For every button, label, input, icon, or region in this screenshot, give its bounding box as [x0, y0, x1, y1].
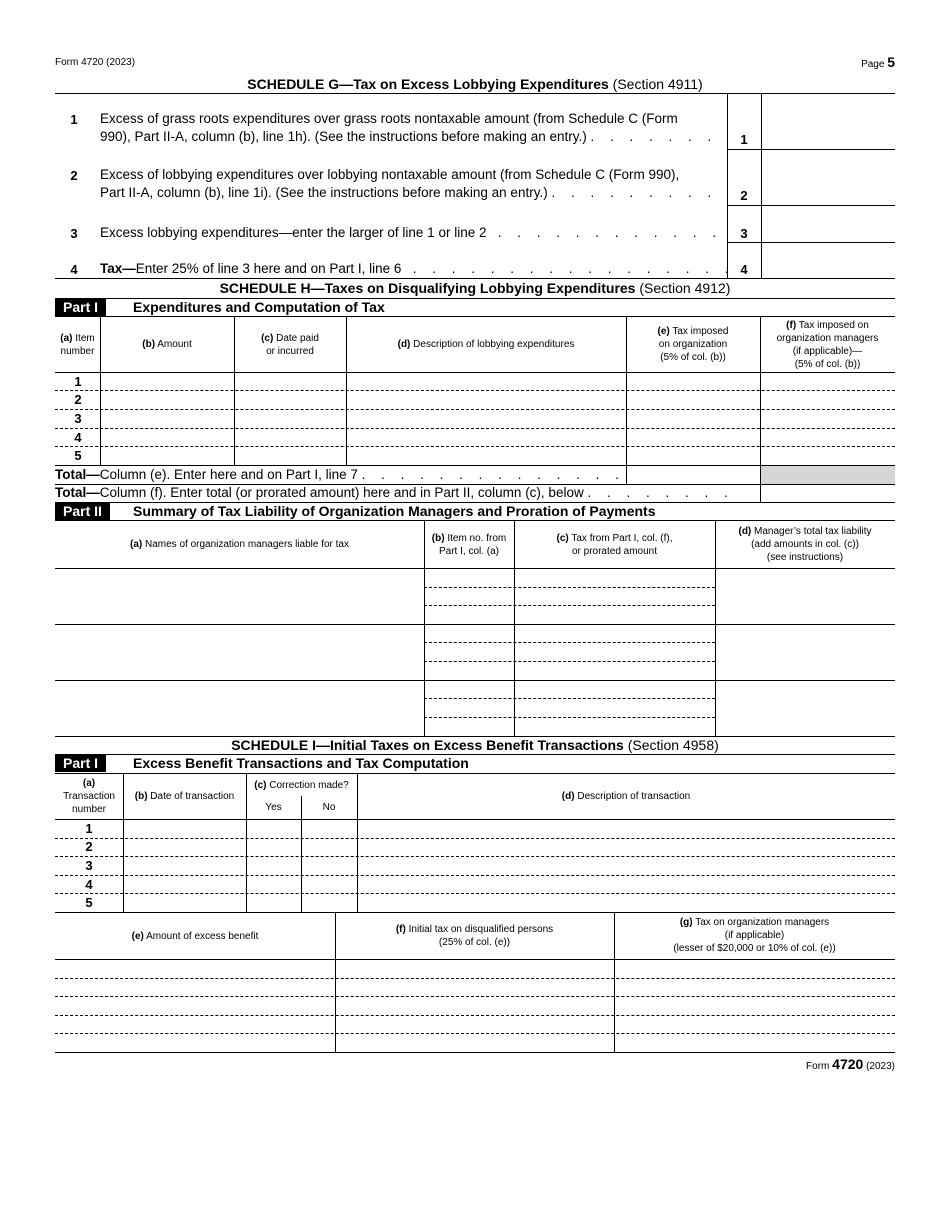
schedule-g-title: SCHEDULE G—Tax on Excess Lobbying Expenditures (Section 4911) [247, 76, 703, 92]
col-e-excess-benefit-header: (e) Amount of excess benefit [131, 931, 259, 942]
schedule-i-col-d-header: (d) Description of transaction [561, 791, 691, 802]
line-2-text: Excess of lobbying expenditures over lobbying nontaxable amount (from Schedule C (Form 990), Part II-A, column (b), line 1i). (See the instructions before making an entry.) . . . . . . . . . [100, 167, 718, 200]
table-row: 5 [85, 895, 93, 910]
part2-col-b-header: (b) Item no. from Part I, col. (a) [431, 533, 507, 557]
col-b-amount-header: (b) Amount [142, 339, 192, 350]
line-4-text: Tax—Enter 25% of line 3 here and on Part I, line 6 . . . . . . . . . . . . . . . . . [100, 261, 735, 276]
part2-col-c-header: (c) Tax from Part I, col. (f), or prorated amount [556, 533, 673, 557]
schedule-i-col-c-header: (c) Correction made? [254, 780, 349, 791]
col-e-tax-org-header: (e) Tax imposed on organization (5% of col. (b)) [657, 326, 729, 363]
table-row: 3 [85, 858, 93, 873]
line-3-number: 3 [70, 226, 78, 241]
line-2-number: 2 [70, 168, 78, 183]
line-1-text: Excess of grass roots expenditures over grass roots nontaxable amount (from Schedule C (Form 990), Part II-A, column (b), line 1h). (See the instructions before making an entry.) . . . . . . . [100, 111, 718, 144]
part2-col-d-header: (d) Manager’s total tax liability (add amounts in col. (c)) (see instructions) [738, 526, 872, 563]
col-f-tax-managers-header: (f) Tax imposed on organization managers (if applicable)— (5% of col. (b)) [776, 320, 879, 370]
line-1-amount-field[interactable] [762, 94, 894, 148]
table-row: 2 [85, 839, 93, 854]
total-column-e-shaded-cell [761, 466, 895, 484]
schedule-h-part-1-title: Expenditures and Computation of Tax [133, 299, 385, 315]
table-row: 2 [74, 392, 82, 407]
schedule-i-col-b-header: (b) Date of transaction [134, 791, 235, 802]
line-4-box-label: 4 [740, 262, 748, 277]
line-4-number: 4 [70, 262, 78, 277]
schedule-h-part-2-title: Summary of Tax Liability of Organization Managers and Proration of Payments [133, 503, 656, 519]
schedule-i-col-a-header: (a) Transaction number [63, 778, 115, 815]
schedule-i-title: SCHEDULE I—Initial Taxes on Excess Benefit Transactions (Section 4958) [231, 737, 719, 753]
line-3-box-label: 3 [740, 226, 748, 241]
footer-form-label: Form 4720 (2023) [806, 1056, 895, 1072]
schedule-i-part-1-badge: Part I [55, 755, 106, 772]
schedule-i-part-1-title: Excess Benefit Transactions and Tax Computation [133, 755, 469, 771]
table-row: 5 [74, 448, 82, 463]
total-column-e-field[interactable] [627, 466, 759, 483]
col-c-date-header: (c) Date paid or incurred [261, 333, 319, 357]
total-column-f-label: Total—Column (f). Enter total (or prorated amount) here and in Part II, column (c), below . . . . . . . . [55, 485, 734, 500]
line-3-amount-field[interactable] [762, 206, 894, 241]
schedule-h-part-1-badge: Part I [55, 299, 106, 316]
total-column-e-label: Total—Column (e). Enter here and on Part I, line 7 . . . . . . . . . . . . . . [55, 467, 625, 482]
line-1-box-label: 1 [740, 132, 748, 147]
table-row: 1 [85, 821, 93, 836]
part2-col-a-header: (a) Names of organization managers liable for tax [129, 539, 349, 550]
line-3-text: Excess lobbying expenditures—enter the larger of line 1 or line 2 . . . . . . . . . . . . [100, 225, 723, 240]
line-1-number: 1 [70, 112, 78, 127]
table-row: 4 [85, 877, 93, 892]
total-column-f-field[interactable] [761, 485, 895, 502]
col-g-managers-tax-header: (g) Tax on organization managers (if applicable) (lesser of $20,000 or 10% of col. (e)) [673, 917, 836, 954]
schedule-h-part-2-badge: Part II [55, 503, 110, 520]
schedule-h-title: SCHEDULE H—Taxes on Disqualifying Lobbying Expenditures (Section 4912) [219, 280, 731, 296]
line-2-amount-field[interactable] [762, 150, 894, 204]
line-4-amount-field[interactable] [762, 243, 894, 277]
col-f-initial-tax-header: (f) Initial tax on disqualified persons (25% of col. (e)) [395, 924, 554, 948]
col-d-description-header: (d) Description of lobbying expenditures [397, 339, 575, 350]
table-row: 1 [74, 374, 82, 389]
page-number: Page 5 [861, 54, 895, 70]
correction-no-header: No [322, 802, 336, 813]
table-row: 3 [74, 411, 82, 426]
col-a-item-number-header: (a) Item number [60, 333, 95, 357]
table-row: 4 [74, 430, 82, 445]
line-2-box-label: 2 [740, 188, 748, 203]
correction-yes-header: Yes [265, 802, 282, 813]
form-label: Form 4720 (2023) [55, 57, 136, 68]
